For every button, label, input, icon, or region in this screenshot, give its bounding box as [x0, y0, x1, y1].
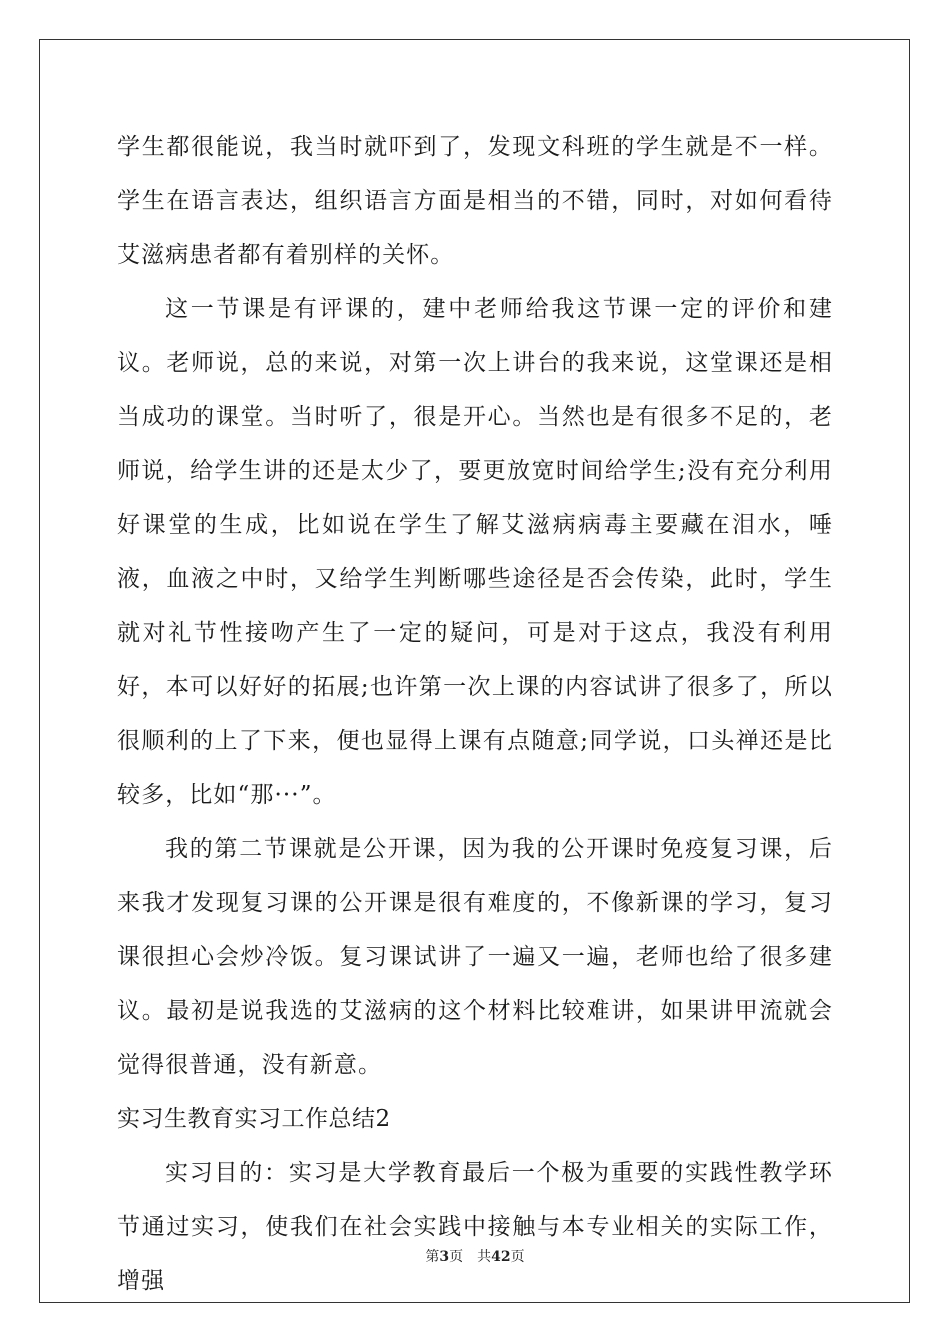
- page-suffix: 页: [449, 1249, 464, 1265]
- paragraph-1: 学生都很能说，我当时就吓到了，发现文科班的学生就是不一样。学生在语言表达，组织语言方面是相当的不错，同时，对如何看待艾滋病患者都有着别样的关怀。: [117, 134, 833, 268]
- paragraph-3: 我的第二节课就是公开课，因为我的公开课时免疫复习课，后来我才发现复习课的公开课是很有难度的，不像新课的学习，复习课很担心会炒冷饭。复习课试讲了一遍又一遍，老师也给了很多建议。最初是说我选的艾滋病的这个材料比较难讲，如果讲甲流就会觉得很普通，没有新意。: [117, 836, 833, 1078]
- total-prefix: 共: [477, 1249, 492, 1265]
- section-heading: 实习生教育实习工作总结2: [117, 1106, 391, 1132]
- page-footer: [0, 1246, 950, 1266]
- total-pages: 42: [491, 1249, 511, 1265]
- total-suffix: 页: [510, 1249, 525, 1265]
- document-body: [117, 120, 833, 1308]
- paragraph-4: 实习目的：实习是大学教育最后一个极为重要的实践性教学环节通过实习，使我们在社会实践中接触与本专业相关的实际工作，增强: [117, 1160, 833, 1294]
- page-number: 3: [439, 1249, 450, 1265]
- page-prefix: 第: [425, 1249, 440, 1265]
- paragraph-2: 这一节课是有评课的，建中老师给我这节课一定的评价和建议。老师说，总的来说，对第一次上讲台的我来说，这堂课还是相当成功的课堂。当时听了，很是开心。当然也是有很多不足的，老师说，给学生讲的还是太少了，要更放宽时间给学生;没有充分利用好课堂的生成，比如说在学生了解艾滋病病毒主要藏在泪水，唾液，血液之中时，又给学生判断哪些途径是否会传染，此时，学生就对礼节性接吻产生了一定的疑问，可是对于这点，我没有利用好，本可以好好的拓展;也许第一次上课的内容试讲了很多了，所以很顺利的上了下来，便也显得上课有点随意;同学说，口头禅还是比较多，比如“那···”。: [117, 296, 833, 808]
